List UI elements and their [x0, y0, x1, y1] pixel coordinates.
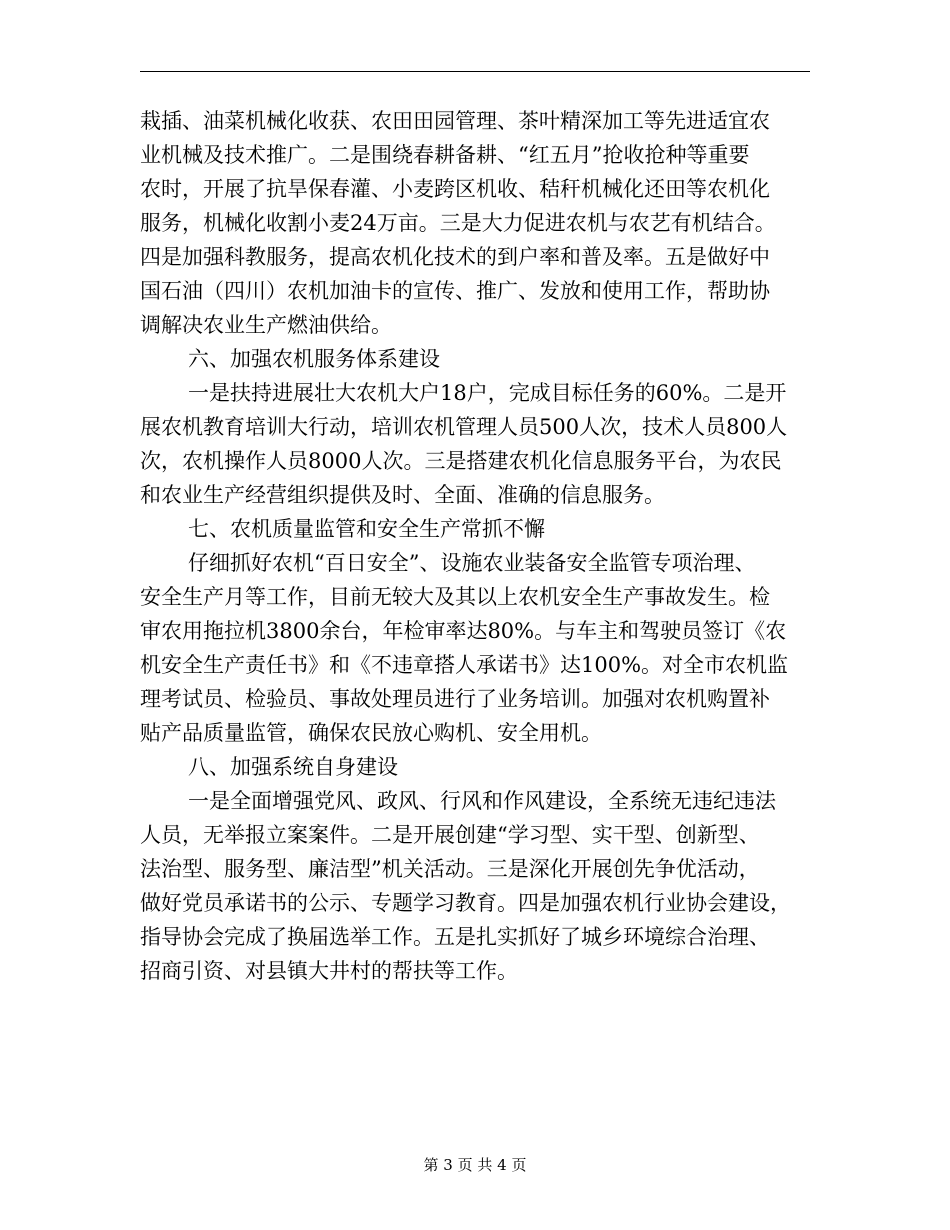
text-line: 审农用拖拉机3800余台，年检审率达80%。与车主和驾驶员签订《农 [140, 619, 787, 643]
text-line: 机安全生产责任书》和《不违章搭人承诺书》达100%。对全市农机监 [140, 653, 789, 677]
text-line: 调解决农业生产燃油供给。 [140, 313, 392, 337]
text-line: 做好党员承诺书的公示、专题学习教育。四是加强农机行业协会建设， [140, 891, 791, 915]
text-line: 人员，无举报立案案件。二是开展创建“学习型、实干型、创新型、 [140, 823, 760, 847]
text-line: 一是扶持进展壮大农机大户18户，完成目标任务的60%。二是开 [188, 381, 787, 405]
text-line: 展农机教育培训大行动，培训农机管理人员500人次，技术人员800人 [140, 415, 788, 439]
section-heading: 七、农机质量监管和安全生产常抓不懈 [188, 517, 545, 541]
text-line: 法治型、服务型、廉洁型”机关活动。三是深化开展创先争优活动， [140, 857, 760, 881]
section-heading: 六、加强农机服务体系建设 [188, 347, 440, 371]
header-rule [140, 71, 810, 72]
section-heading: 八、加强系统自身建设 [188, 755, 398, 779]
text-line: 招商引资、对县镇大井村的帮扶等工作。 [140, 959, 518, 983]
text-line: 服务，机械化收割小麦24万亩。三是大力促进农机与农艺有机结合。 [140, 211, 776, 235]
text-line: 农时，开展了抗旱保春灌、小麦跨区机收、秸秆机械化还田等农机化 [140, 177, 770, 201]
text-line: 理考试员、检验员、事故处理员进行了业务培训。加强对农机购置补 [140, 687, 770, 711]
text-line: 贴产品质量监管，确保农民放心购机、安全用机。 [140, 721, 602, 745]
text-line: 业机械及技术推广。二是围绕春耕备耕、“红五月”抢收抢种等重要 [140, 143, 750, 167]
text-line: 次，农机操作人员8000人次。三是搭建农机化信息服务平台，为农民 [140, 449, 782, 473]
text-line: 国石油（四川）农机加油卡的宣传、推广、发放和使用工作，帮助协 [140, 279, 770, 303]
text-line: 和农业生产经营组织提供及时、全面、准确的信息服务。 [140, 483, 665, 507]
page-number: 第 3 页 共 4 页 [423, 1156, 527, 1174]
text-line: 一是全面增强党风、政风、行风和作风建设，全系统无违纪违法 [188, 789, 776, 813]
text-line: 栽插、油菜机械化收获、农田田园管理、茶叶精深加工等先进适宜农 [140, 109, 770, 133]
text-line: 安全生产月等工作，目前无较大及其以上农机安全生产事故发生。检 [140, 585, 770, 609]
text-line: 指导协会完成了换届选举工作。五是扎实抓好了城乡环境综合治理、 [140, 925, 770, 949]
text-line: 仔细抓好农机“百日安全”、设施农业装备安全监管专项治理、 [188, 551, 756, 575]
document-body [140, 104, 812, 988]
text-line: 四是加强科教服务，提高农机化技术的到户率和普及率。五是做好中 [140, 245, 770, 269]
